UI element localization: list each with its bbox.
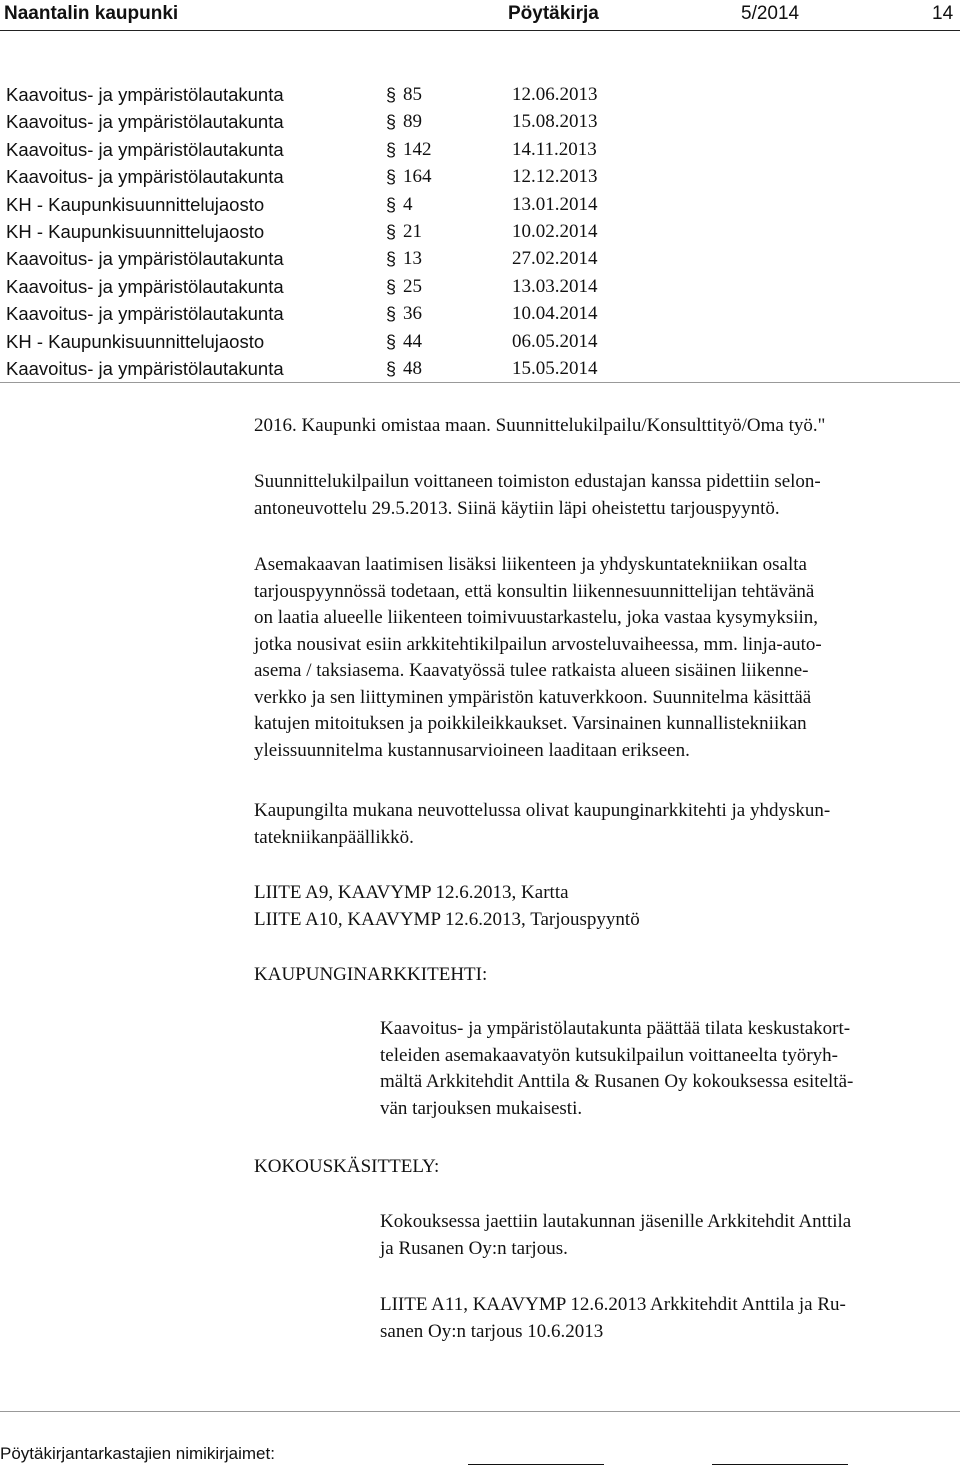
- session-date: 15.05.2014: [512, 357, 598, 379]
- proposal-label: KAUPUNGINARKKITEHTI:: [254, 964, 488, 985]
- session-paragraph: 4: [403, 193, 413, 215]
- session-paragraph: 21: [403, 220, 422, 242]
- section-sign: §: [386, 167, 397, 188]
- session-date: 12.06.2013: [512, 84, 598, 105]
- session-paragraph: 89: [403, 111, 422, 133]
- paragraph-line: Kaupungilta mukana neuvottelussa olivat kaupunginarkkitehti ja yhdyskun-: [254, 800, 831, 821]
- paragraph-line: tarjouspyynnössä todetaan, että konsultin liikennesuunnittelijan tehtävänä: [254, 580, 815, 602]
- header-divider: [0, 30, 960, 31]
- session-body: Kaavoitus- ja ympäristölautakunta: [6, 357, 284, 379]
- paragraph-line: yleissuunnitelma kustannusarvioineen laaditaan erikseen.: [254, 739, 690, 761]
- proposal-line: Kaavoitus- ja ympäristölautakunta päättää tilata keskustakort-: [380, 1018, 851, 1039]
- session-date: 15.08.2013: [512, 111, 598, 133]
- document-number: 5/2014: [741, 3, 800, 24]
- item-title-text: 2016. Kaupunki omistaa maan. Suunnittelukilpailu/Konsulttityö/Oma työ.": [254, 415, 826, 436]
- item-title: [254, 413, 954, 440]
- session-paragraph: 13: [403, 248, 422, 270]
- footer-divider: [0, 1411, 960, 1412]
- meeting-line: ja Rusanen Oy:n tarjous.: [380, 1237, 568, 1259]
- session-body: Kaavoitus- ja ympäristölautakunta: [6, 303, 284, 325]
- paragraph-negotiation: [254, 469, 954, 522]
- session-paragraph: 36: [403, 303, 422, 325]
- session-date: 06.05.2014: [512, 330, 598, 352]
- session-date: 10.02.2014: [512, 220, 598, 242]
- meeting-label: KOKOUSKÄSITTELY:: [254, 1156, 440, 1177]
- meeting-attachment-line: sanen Oy:n tarjous 10.6.2013: [380, 1320, 604, 1342]
- section-sign: §: [386, 112, 397, 133]
- session-date: 13.03.2014: [512, 275, 598, 297]
- session-body: KH - Kaupunkisuunnittelujaosto: [6, 193, 265, 215]
- session-date: 14.11.2013: [512, 138, 597, 160]
- footer-label: Pöytäkirjantarkastajien nimikirjaimet:: [0, 1444, 275, 1463]
- paragraph-line: Asemakaavan laatimisen lisäksi liikenteen ja yhdyskuntatekniikan osalta: [254, 554, 807, 575]
- session-body: Kaavoitus- ja ympäristölautakunta: [6, 111, 284, 133]
- meeting-text: [380, 1209, 956, 1262]
- document-type: Pöytäkirja: [508, 3, 599, 24]
- section-sign: §: [386, 139, 397, 160]
- section-sign: §: [386, 358, 397, 379]
- section-sign: §: [386, 304, 397, 325]
- paragraph-participants: [254, 798, 954, 851]
- proposal-line: mältä Arkkitehdit Anttila & Rusanen Oy kokouksessa esiteltä-: [380, 1071, 854, 1092]
- page-number: 14: [932, 3, 954, 24]
- session-date: 13.01.2014: [512, 193, 598, 215]
- session-paragraph: 164: [403, 166, 432, 188]
- organization-name: Naantalin kaupunki: [4, 3, 179, 24]
- section-sign: §: [386, 85, 397, 105]
- proposal-line: teleiden asemakaavatyön kutsukilpailun voittaneelta työryh-: [380, 1044, 838, 1066]
- session-date: 12.12.2013: [512, 166, 598, 188]
- section-sign: §: [386, 331, 397, 352]
- meeting-line: Kokouksessa jaettiin lautakunnan jäsenille Arkkitehdit Anttila: [380, 1211, 852, 1232]
- signature-line: [468, 1464, 604, 1465]
- proposal-text: [380, 1016, 956, 1122]
- session-paragraph: 142: [403, 138, 432, 160]
- attachments-list: [254, 880, 954, 933]
- paragraph-line: asema / taksiasema. Kaavatyössä tulee ratkaista alueen sisäinen liikenne-: [254, 660, 809, 681]
- session-body: KH - Kaupunkisuunnittelujaosto: [6, 330, 265, 352]
- page-header: [0, 0, 960, 28]
- paragraph-line: tatekniikanpäällikkö.: [254, 826, 414, 848]
- session-body: KH - Kaupunkisuunnittelujaosto: [6, 220, 265, 242]
- paragraph-line: Suunnittelukilpailun voittaneen toimiston edustajan kanssa pidettiin selon-: [254, 471, 821, 492]
- session-body: Kaavoitus- ja ympäristölautakunta: [6, 275, 284, 297]
- proposal-line: vän tarjouksen mukaisesti.: [380, 1097, 583, 1119]
- session-paragraph: 85: [403, 84, 422, 105]
- session-paragraph: 48: [403, 357, 422, 379]
- session-paragraph: 44: [403, 330, 422, 352]
- attachment-item: LIITE A9, KAAVYMP 12.6.2013, Kartta: [254, 882, 569, 903]
- section-sign: §: [386, 221, 397, 242]
- section-sign: §: [386, 276, 397, 297]
- session-date: 27.02.2014: [512, 248, 598, 270]
- session-body: Kaavoitus- ja ympäristölautakunta: [6, 166, 284, 188]
- paragraph-line: verkko ja sen liittyminen ympäristön katuverkkoon. Suunnitelma käsittää: [254, 686, 812, 708]
- session-body: Kaavoitus- ja ympäristölautakunta: [6, 138, 284, 160]
- meeting-attachment: [380, 1292, 956, 1345]
- section-sign: §: [386, 249, 397, 270]
- session-body: Kaavoitus- ja ympäristölautakunta: [6, 84, 284, 105]
- signature-line: [712, 1464, 848, 1465]
- paragraph-line: antoneuvottelu 29.5.2013. Siinä käytiin läpi oheistettu tarjouspyyntö.: [254, 497, 780, 519]
- section-sign: §: [386, 194, 397, 215]
- paragraph-line: on laatia alueelle liikenteen toimivuustarkastelu, joka vastaa kysymyksiin,: [254, 607, 819, 628]
- sessions-divider: [0, 382, 960, 383]
- attachment-item: LIITE A10, KAAVYMP 12.6.2013, Tarjouspyyntö: [254, 908, 640, 930]
- paragraph-line: jotka nousivat esiin arkkitehtikilpailun arvosteluvaiheessa, mm. linja-auto-: [254, 633, 822, 655]
- session-body: Kaavoitus- ja ympäristölautakunta: [6, 248, 284, 270]
- session-date: 10.04.2014: [512, 303, 598, 325]
- meeting-attachment-line: LIITE A11, KAAVYMP 12.6.2013 Arkkitehdit Anttila ja Ru-: [380, 1294, 846, 1315]
- paragraph-line: katujen mitoituksen ja poikkileikkaukset. Varsinainen kunnallistekniikan: [254, 713, 807, 734]
- session-paragraph: 25: [403, 275, 422, 297]
- paragraph-scope: [254, 552, 954, 764]
